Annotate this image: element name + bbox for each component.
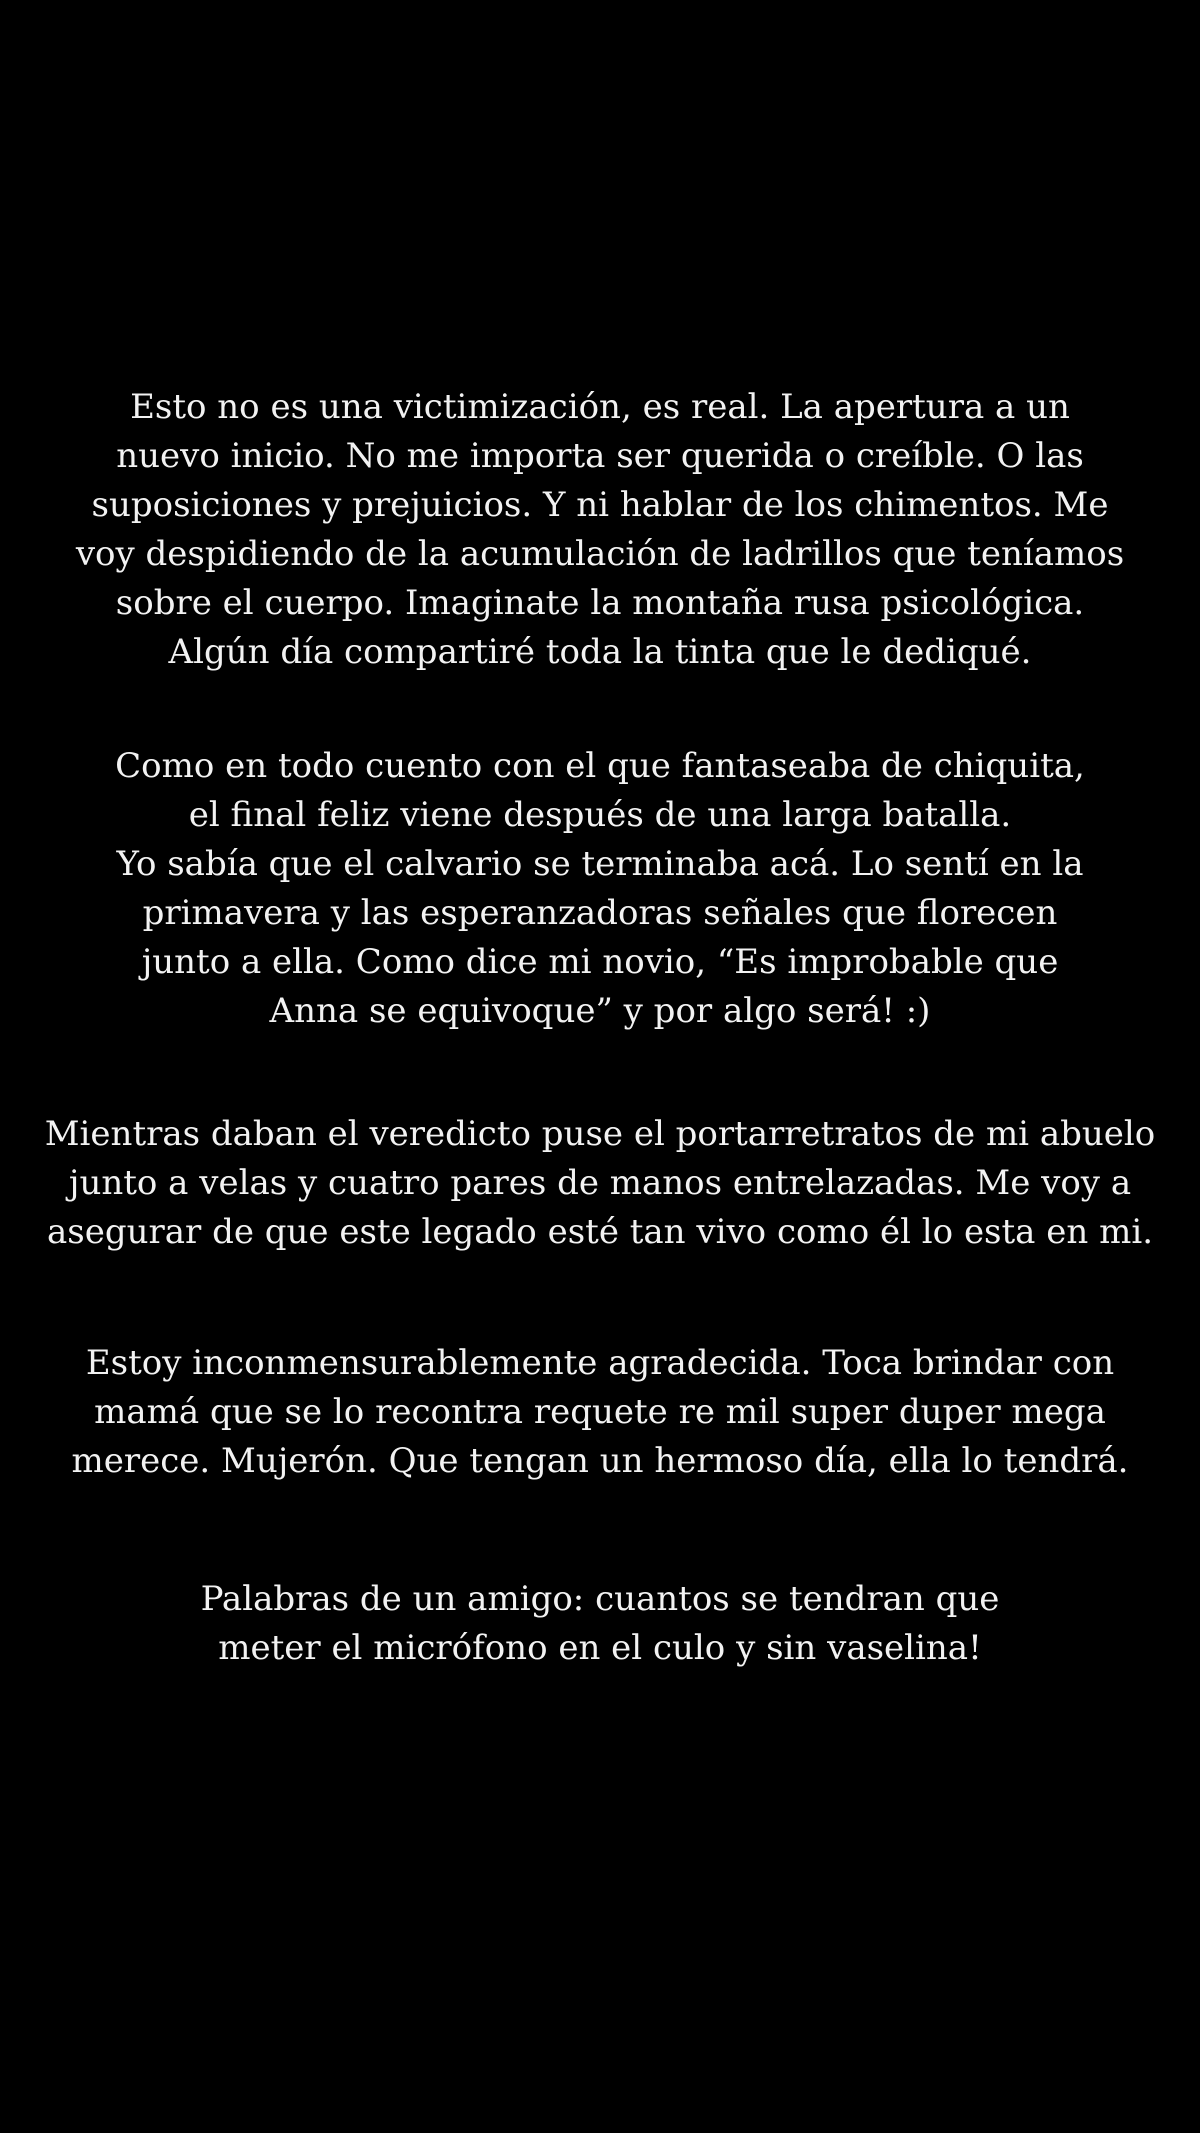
text-line: Estoy inconmensurablemente agradecida. Toca brindar con xyxy=(85,1343,1115,1383)
text-line: Esto no es una victimización, es real. La apertura a un xyxy=(130,387,1070,427)
text-line: primavera y las esperanzadoras señales que florecen xyxy=(142,893,1058,933)
text-line: Como en todo cuento con el que fantaseaba de chiquita, xyxy=(115,746,1085,786)
paragraph-3 xyxy=(40,1110,1160,1257)
paragraph-2 xyxy=(40,742,1160,1036)
text-line: junto a ella. Como dice mi novio, “Es improbable que xyxy=(141,942,1059,982)
text-line: sobre el cuerpo. Imaginate la montaña rusa psicológica. xyxy=(115,583,1085,623)
text-line: asegurar de que este legado esté tan vivo como él lo esta en mi. xyxy=(46,1212,1153,1252)
text-line: Algún día compartiré toda la tinta que le dediqué. xyxy=(168,632,1032,672)
text-line: Anna se equivoque” y por algo será! :) xyxy=(269,991,931,1031)
text-line: meter el micrófono en el culo y sin vaselina! xyxy=(218,1628,982,1668)
paragraph-1 xyxy=(40,383,1160,677)
text-line: Palabras de un amigo: cuantos se tendran que xyxy=(200,1579,1000,1619)
text-line: nuevo inicio. No me importa ser querida o creíble. O las xyxy=(116,436,1084,476)
text-line: junto a velas y cuatro pares de manos entrelazadas. Me voy a xyxy=(68,1163,1132,1203)
paragraph-4 xyxy=(40,1339,1160,1486)
paragraph-5 xyxy=(40,1575,1160,1673)
text-line: suposiciones y prejuicios. Y ni hablar de los chimentos. Me xyxy=(91,485,1109,525)
text-line: Yo sabía que el calvario se terminaba acá. Lo sentí en la xyxy=(116,844,1084,884)
text-line: Mientras daban el veredicto puse el portarretratos de mi abuelo xyxy=(44,1114,1156,1154)
text-line: el final feliz viene después de una larga batalla. xyxy=(188,795,1012,835)
text-line: mamá que se lo recontra requete re mil super duper mega xyxy=(94,1392,1106,1432)
text-line: voy despidiendo de la acumulación de ladrillos que teníamos xyxy=(75,534,1125,574)
text-line: merece. Mujerón. Que tengan un hermoso día, ella lo tendrá. xyxy=(71,1441,1129,1481)
